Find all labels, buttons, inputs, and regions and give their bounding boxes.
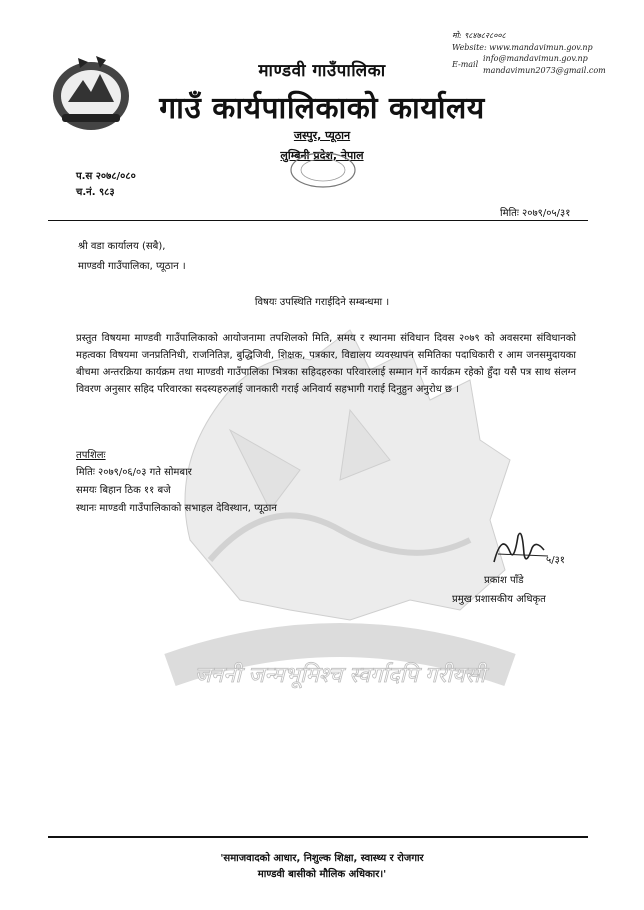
details-heading: तपशिलः xyxy=(76,450,106,461)
body-paragraph: प्रस्तुत विषयमा माण्डवी गाउँपालिकाको आयोजनामा तपशिलको मिति, समय र स्थानमा संविधान दिवस २०७९ को अवसरमा संविधानको महत्वका विषयमा जनप्रतिनिधी, राजनितिज्ञ, बुद्धिजिवी, शिक्षक, पत्रकार, विद्यालय व्यवस्थापन समितिका पदाधिकारी र आम जनसमुदायका बीचमा अन्तरक्रिया कार्यक्रम तथा माण्डवी गाउँपालिका भित्रका सहिदहरुका परिवारलाई सम्मान गर्ने कार्यक्रम रहेको हुँदा यसै पत्र साथ संलग्न विवरण अनुसार सहिद परिवारका सदस्यहरुलाई जानकारी गराई अनिवार्य सहभागी गराई दिनुहुन अनुरोध छ । xyxy=(76,333,576,395)
email-primary: info@mandavimun.gov.np xyxy=(483,54,588,63)
subject-line: विषयः उपस्थिति गराईदिने सम्बन्धमा । xyxy=(254,297,390,308)
email-label: E-mail xyxy=(452,60,479,69)
province-location: लुम्बिनी प्रदेश, नेपाल xyxy=(280,149,364,162)
signatory-name: प्रकाश पाँडे xyxy=(484,575,524,586)
watermark-motto: जननी जन्मभूमिश्च स्वर्गादपि गरीयसी xyxy=(194,663,486,688)
header-divider xyxy=(48,220,588,221)
footer-slogan-line-1: 'समाजवादको आधार, निशुल्क शिक्षा, स्वास्थ्य र रोजगार xyxy=(220,853,424,864)
fiscal-year: प.स २०७८/०८० xyxy=(76,171,136,182)
office-name: गाउँ कार्यपालिकाको कार्यालय xyxy=(159,91,485,126)
office-location: जस्पुर, प्यूठान xyxy=(293,129,351,142)
phone-number: मो: ९८४७८२८००८ xyxy=(452,31,506,40)
footer-divider xyxy=(48,836,588,838)
recipient-line-2: माण्डवी गाउँपालिका, प्यूठान । xyxy=(78,261,186,272)
website: Website: www.mandavimun.gov.np xyxy=(452,43,593,52)
signatory-title: प्रमुख प्रशासकीय अधिकृत xyxy=(452,594,546,605)
letter-date: मितिः २०७९/०५/३१ xyxy=(500,208,571,219)
details-place: स्थानः माण्डवी गाउँपालिकाको सभाहल देविस्थान, प्यूठान xyxy=(76,503,277,514)
footer-slogan-line-2: माण्डवी बासीको मौलिक अधिकार।' xyxy=(257,869,387,880)
municipality-name: माण्डवी गाउँपालिका xyxy=(258,61,386,81)
details-time: समयः बिहान ठिक ११ बजे xyxy=(76,485,171,496)
official-seal-stamp xyxy=(288,150,358,190)
email-secondary: mandavimun2073@gmail.com xyxy=(483,66,606,75)
signature-date-mark: ५/३१ xyxy=(546,555,565,566)
details-date: मितिः २०७९/०६/०३ गते सोमबार xyxy=(76,467,192,478)
recipient-line-1: श्री वडा कार्यालय (सबै), xyxy=(78,241,166,252)
dispatch-number: च.नं. ९८३ xyxy=(76,187,115,198)
